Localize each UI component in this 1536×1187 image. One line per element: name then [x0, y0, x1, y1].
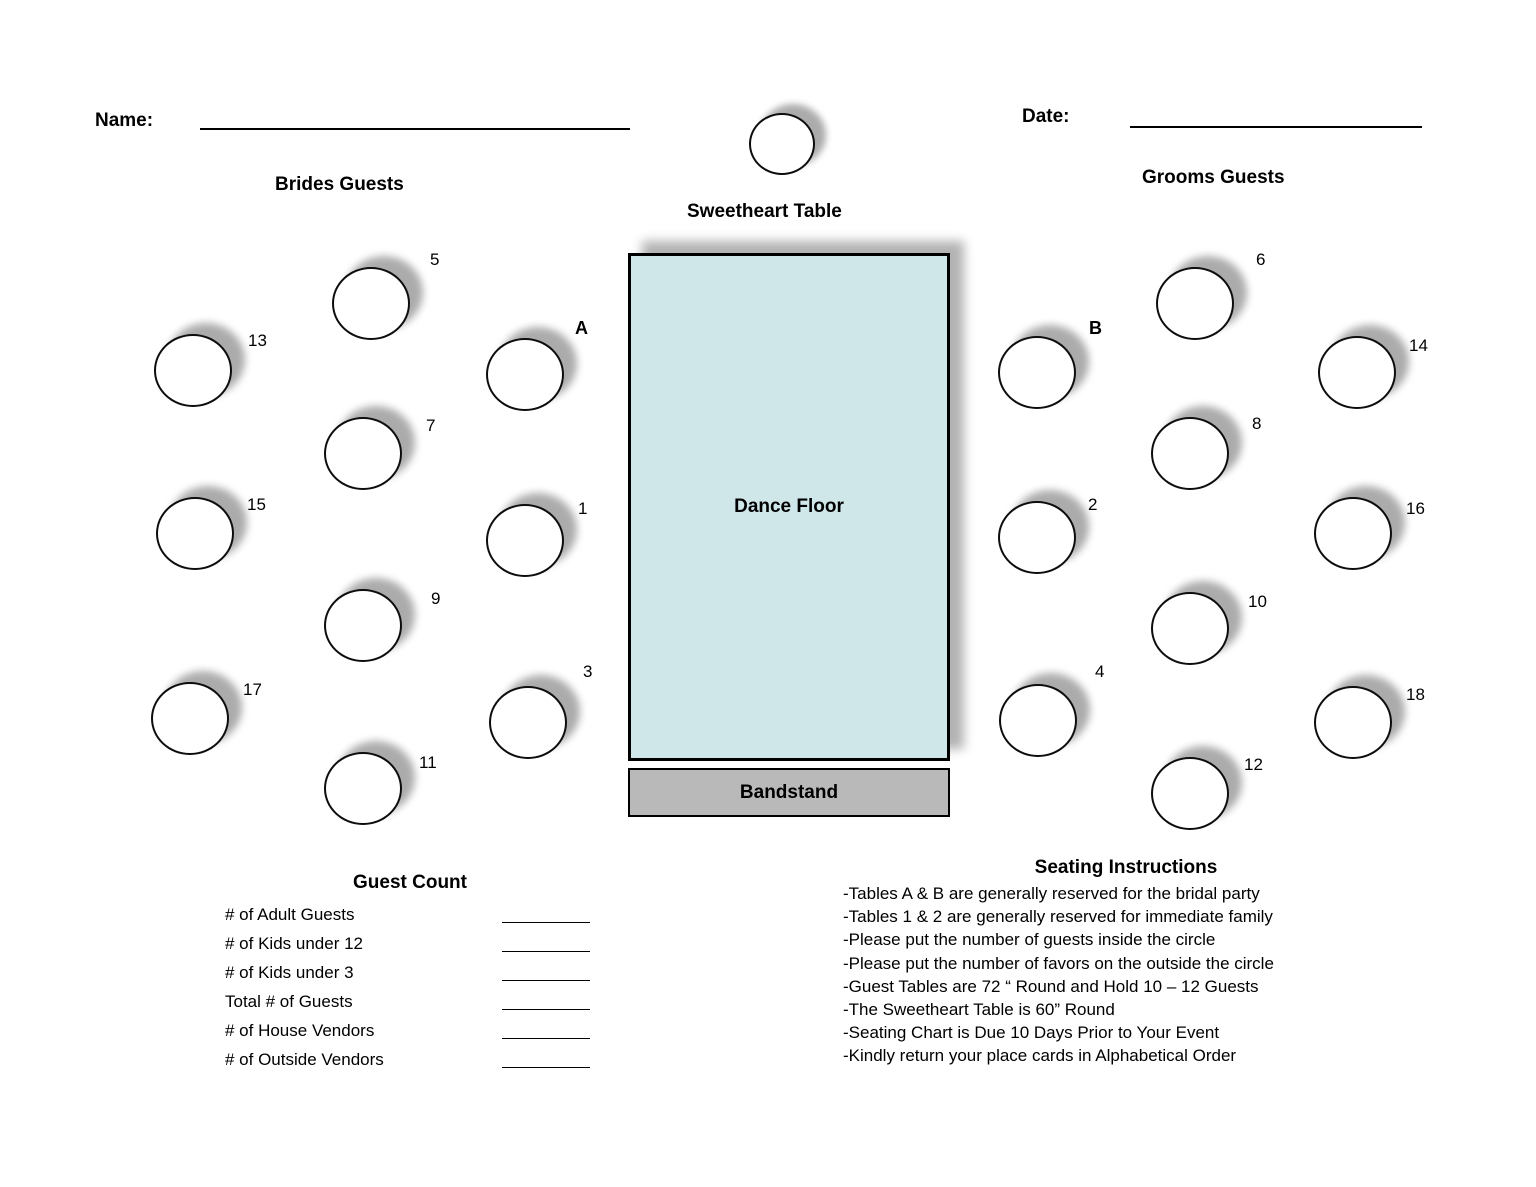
bandstand — [628, 768, 950, 817]
guest-table-7-circle[interactable] — [324, 417, 402, 490]
guest-count-row — [225, 958, 595, 987]
seating-instruction-line: -Please put the number of guests inside the circle — [843, 930, 1216, 950]
guest-table-14-label: 14 — [1409, 336, 1428, 355]
guest-table-12-label: 12 — [1244, 755, 1263, 774]
guest-table-A-label: A — [575, 318, 588, 338]
guest-table-3-circle[interactable] — [489, 686, 567, 759]
name-label: Name: — [95, 110, 154, 131]
guest-table-4-label: 4 — [1095, 662, 1105, 681]
guest-table-4-circle[interactable] — [999, 684, 1077, 757]
guest-table-9-label: 9 — [431, 589, 441, 608]
guest-table-B-label: B — [1089, 318, 1102, 338]
guest-count-row — [225, 987, 595, 1016]
guest-table-5-label: 5 — [430, 250, 440, 269]
guest-table-18-label: 18 — [1406, 685, 1425, 704]
guest-table-15-label: 15 — [247, 495, 266, 514]
guest-table-6-circle[interactable] — [1156, 267, 1234, 340]
guest-table-2-label: 2 — [1088, 495, 1098, 514]
guest-table-5-circle[interactable] — [332, 267, 410, 340]
sweetheart-table-circle[interactable] — [749, 113, 815, 175]
guest-table-13-label: 13 — [248, 331, 267, 350]
guest-count-row-label: # of House Vendors — [225, 1021, 375, 1040]
guest-count-row — [225, 1045, 595, 1074]
guest-table-7-label: 7 — [426, 416, 436, 435]
guest-count-row — [225, 1016, 595, 1045]
sweetheart-table-label: Sweetheart Table — [687, 201, 842, 222]
guest-count-input-line[interactable] — [502, 922, 590, 923]
seating-instruction-line: -Kindly return your place cards in Alphabetical Order — [843, 1046, 1237, 1066]
brides-guests-heading: Brides Guests — [275, 174, 404, 195]
guest-table-1-circle[interactable] — [486, 504, 564, 577]
guest-table-12-circle[interactable] — [1151, 757, 1229, 830]
guest-count-row-label: # of Adult Guests — [225, 905, 355, 924]
guest-count-rows — [225, 900, 595, 1074]
seating-instruction-line: -Tables 1 & 2 are generally reserved for immediate family — [843, 907, 1273, 927]
guest-table-13-circle[interactable] — [154, 334, 232, 407]
guest-table-3-label: 3 — [583, 662, 593, 681]
bandstand-label: Bandstand — [739, 781, 839, 803]
seating-instruction-line: -Please put the number of favors on the outside the circle — [843, 953, 1274, 973]
dance-floor-label: Dance Floor — [734, 496, 844, 517]
guest-count-input-line[interactable] — [502, 1038, 590, 1039]
guest-table-10-label: 10 — [1248, 592, 1267, 611]
guest-count-row-label: # of Kids under 3 — [225, 963, 354, 982]
guest-table-16-label: 16 — [1406, 499, 1425, 518]
grooms-guests-heading: Grooms Guests — [1142, 167, 1285, 188]
guest-count-input-line[interactable] — [502, 1009, 590, 1010]
seating-instruction-line: -Tables A & B are generally reserved for the bridal party — [843, 884, 1260, 903]
guest-count-row-label: # of Kids under 12 — [225, 934, 363, 953]
guest-table-15-circle[interactable] — [156, 497, 234, 570]
guest-table-A-circle[interactable] — [486, 338, 564, 411]
guest-count-row-label: Total # of Guests — [225, 992, 353, 1011]
guest-table-1-label: 1 — [578, 499, 588, 518]
guest-count-row-label: # of Outside Vendors — [225, 1050, 384, 1069]
guest-table-6-label: 6 — [1256, 250, 1266, 269]
seating-instruction-line: -Seating Chart is Due 10 Days Prior to Your Event — [843, 1023, 1220, 1043]
name-input-line[interactable] — [200, 128, 630, 130]
seating-instructions-title: Seating Instructions — [1034, 857, 1218, 878]
guest-table-17-circle[interactable] — [151, 682, 229, 755]
guest-count-section — [225, 871, 595, 1074]
guest-table-10-circle[interactable] — [1151, 592, 1229, 665]
guest-table-B-circle[interactable] — [998, 336, 1076, 409]
dance-floor — [628, 253, 950, 761]
guest-table-9-circle[interactable] — [324, 589, 402, 662]
guest-table-8-circle[interactable] — [1151, 417, 1229, 490]
seating-instruction-line: -The Sweetheart Table is 60” Round — [843, 1000, 1115, 1020]
guest-table-2-circle[interactable] — [998, 501, 1076, 574]
guest-table-18-circle[interactable] — [1314, 686, 1392, 759]
guest-count-row — [225, 900, 595, 929]
date-label: Date: — [1022, 106, 1070, 127]
guest-table-14-circle[interactable] — [1318, 336, 1396, 409]
seating-instructions-section — [843, 856, 1409, 1068]
guest-table-16-circle[interactable] — [1314, 497, 1392, 570]
guest-table-11-circle[interactable] — [324, 752, 402, 825]
guest-count-input-line[interactable] — [502, 1067, 590, 1068]
guest-count-title: Guest Count — [353, 872, 467, 893]
guest-count-row — [225, 929, 595, 958]
guest-count-input-line[interactable] — [502, 951, 590, 952]
guest-table-17-label: 17 — [243, 680, 262, 699]
date-input-line[interactable] — [1130, 126, 1422, 128]
seating-instructions-lines — [843, 882, 1409, 1068]
seating-instruction-line: -Guest Tables are 72 “ Round and Hold 10 – 12 Guests — [843, 976, 1259, 996]
guest-count-input-line[interactable] — [502, 980, 590, 981]
guest-table-8-label: 8 — [1252, 414, 1262, 433]
guest-table-11-label: 11 — [419, 753, 437, 772]
